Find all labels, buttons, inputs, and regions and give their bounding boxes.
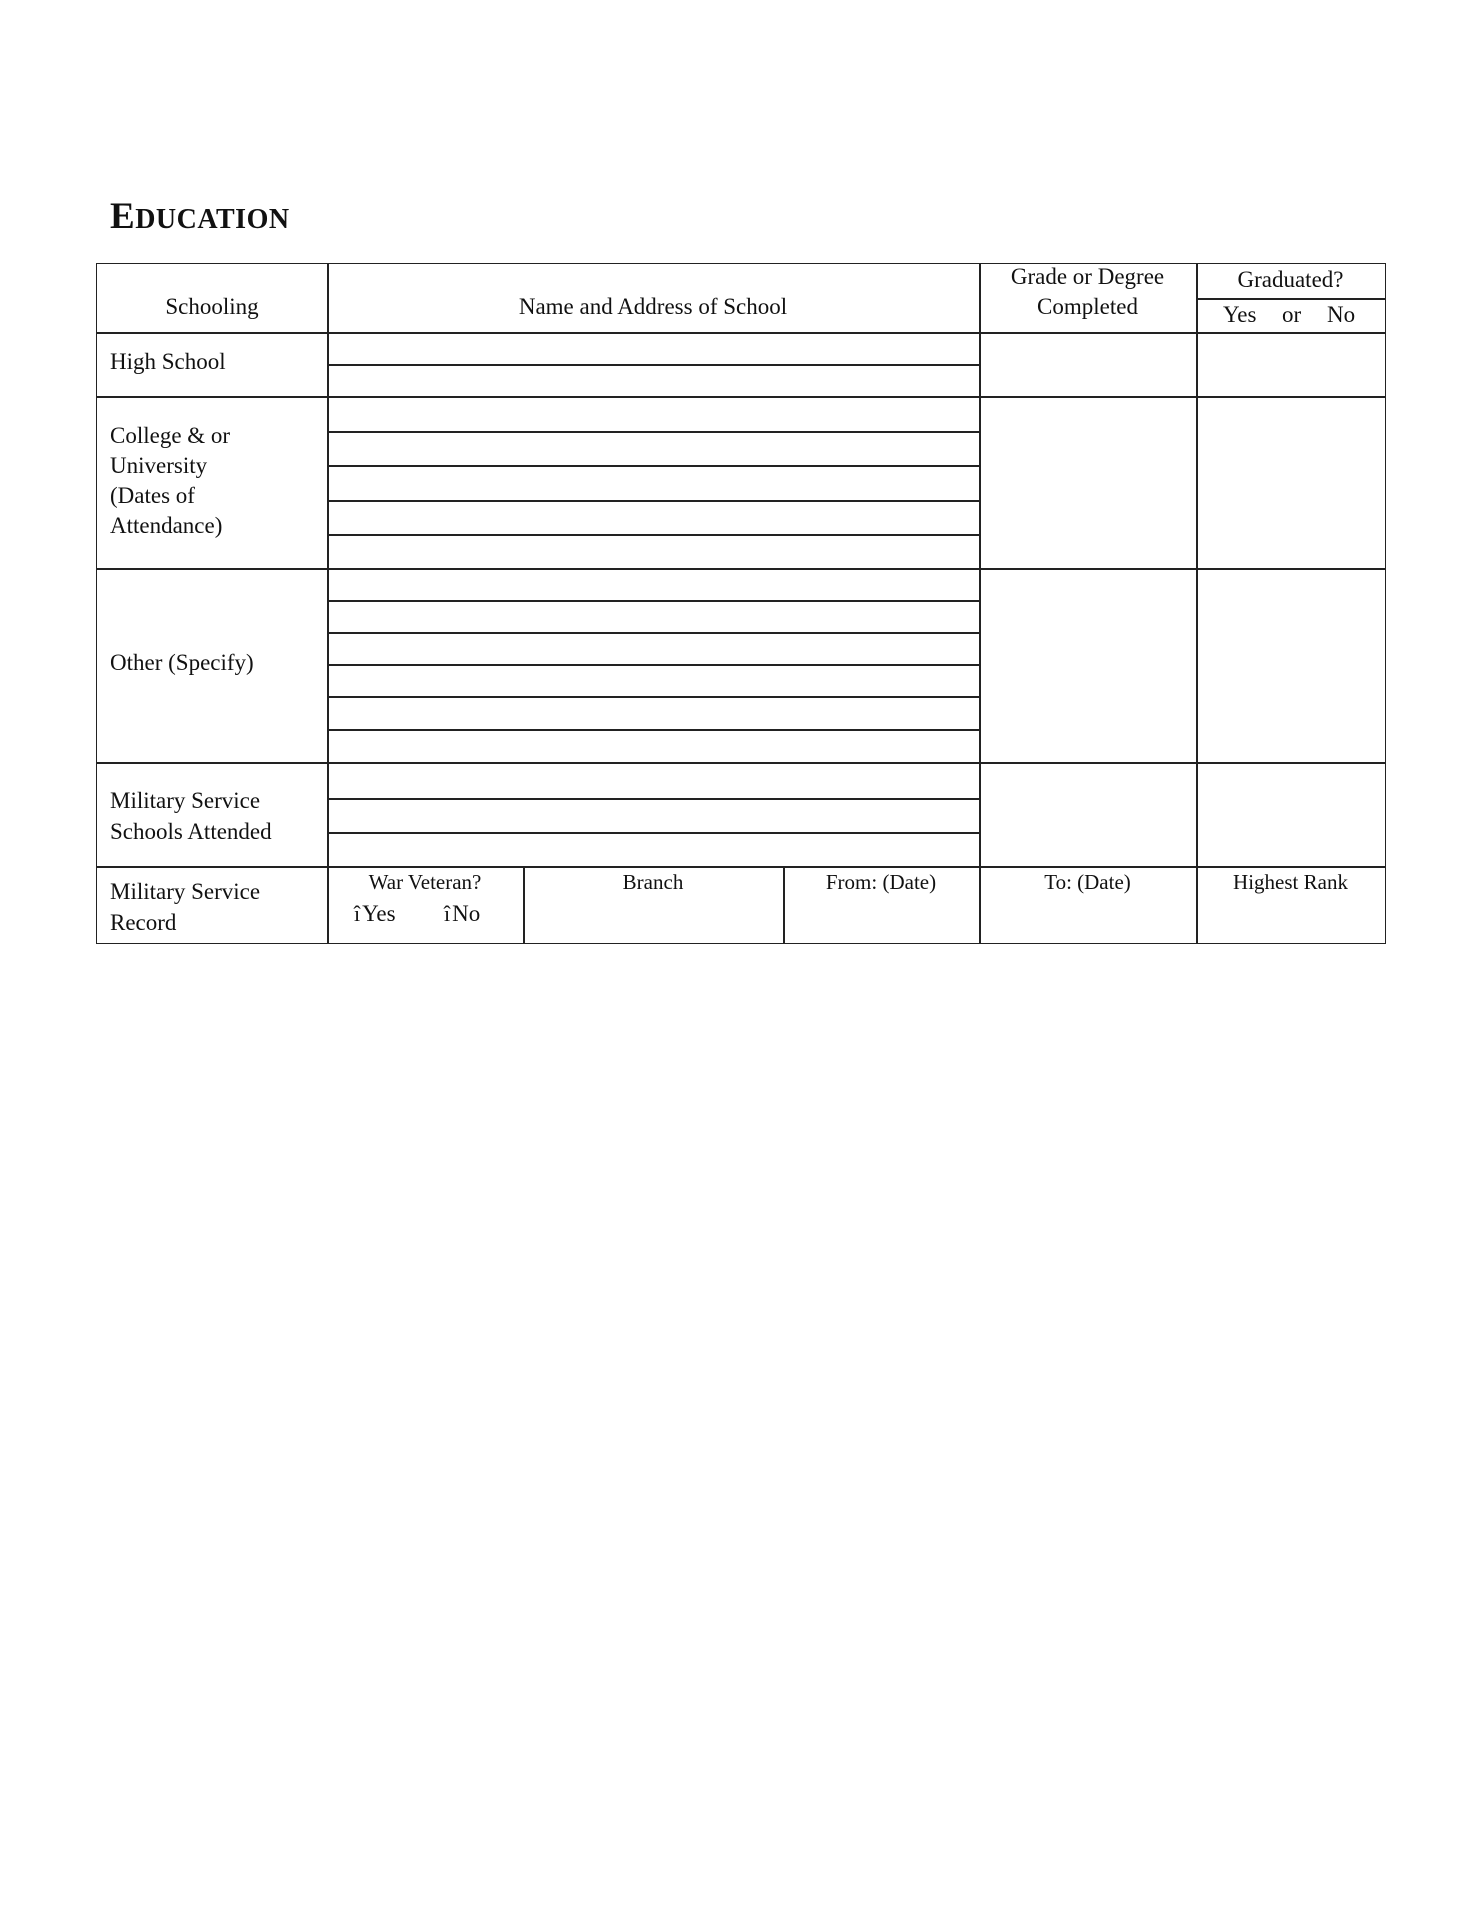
branch-field[interactable] (525, 898, 781, 942)
college-name-field-5[interactable] (329, 536, 977, 567)
label-high-school: High School (110, 349, 226, 374)
label-military-schools-line2: Schools Attended (110, 819, 272, 844)
other-grade-field[interactable] (981, 570, 1194, 761)
military-school-graduated-field[interactable] (1198, 764, 1384, 865)
label-military-record-line2: Record (110, 910, 177, 935)
no-checkbox-icon[interactable]: î (444, 901, 451, 926)
header-graduated: Graduated? (1237, 267, 1344, 292)
label-college-line3: (Dates of (110, 483, 195, 508)
college-name-field-1[interactable] (329, 398, 977, 430)
high-school-graduated-field[interactable] (1198, 334, 1384, 395)
label-other: Other (Specify) (110, 650, 254, 675)
other-graduated-field[interactable] (1198, 570, 1384, 761)
from-date-label: From: (Date) (825, 870, 937, 894)
college-name-field-3[interactable] (329, 467, 977, 499)
branch-label: Branch (622, 870, 684, 894)
header-schooling: Schooling (165, 294, 259, 319)
to-date-label: To: (Date) (1044, 870, 1131, 894)
military-school-name-field-1[interactable] (329, 764, 977, 797)
to-date-field[interactable] (981, 898, 1194, 942)
other-name-field-2[interactable] (329, 602, 977, 631)
college-name-field-4[interactable] (329, 502, 977, 533)
label-military-schools-line1: Military Service (110, 788, 261, 813)
military-schools-bottom-line (97, 866, 1385, 868)
military-school-grade-field[interactable] (981, 764, 1194, 865)
other-name-field-6[interactable] (329, 731, 977, 761)
label-college-line1: College & or (110, 423, 231, 448)
header-no: No (1327, 302, 1356, 327)
college-grade-field[interactable] (981, 398, 1194, 567)
section-title: EDUCATION (110, 196, 290, 237)
high-school-name-field-2[interactable] (329, 366, 977, 395)
yes-checkbox-icon[interactable]: î (354, 901, 361, 926)
label-college-line2: University (110, 453, 208, 478)
header-name-address: Name and Address of School (518, 294, 788, 319)
war-veteran-no-label: No (452, 901, 481, 926)
other-name-field-3[interactable] (329, 634, 977, 663)
other-name-field-4[interactable] (329, 666, 977, 695)
label-military-record-line1: Military Service (110, 879, 261, 904)
high-school-grade-field[interactable] (981, 334, 1194, 395)
war-veteran-yes-label: Yes (362, 901, 396, 926)
header-or: or (1282, 302, 1302, 327)
education-form-table (96, 263, 1386, 944)
college-graduated-field[interactable] (1198, 398, 1384, 567)
other-name-field-5[interactable] (329, 698, 977, 728)
highest-rank-field[interactable] (1198, 898, 1384, 942)
war-veteran-yes-option[interactable] (354, 898, 396, 929)
highest-rank-label: Highest Rank (1233, 870, 1348, 894)
war-veteran-no-option[interactable] (444, 898, 480, 929)
from-date-field[interactable] (785, 898, 977, 942)
other-name-field-1[interactable] (329, 570, 977, 599)
header-grade-line2: Completed (1037, 294, 1138, 319)
header-yes: Yes (1223, 302, 1257, 327)
high-school-name-field-1[interactable] (329, 334, 977, 363)
military-school-name-field-2[interactable] (329, 800, 977, 831)
war-veteran-label: War Veteran? (368, 870, 482, 894)
college-name-field-2[interactable] (329, 433, 977, 464)
header-grade-line1: Grade or Degree (1010, 264, 1165, 289)
military-school-name-field-3[interactable] (329, 834, 977, 865)
label-college-line4: Attendance) (110, 513, 223, 538)
